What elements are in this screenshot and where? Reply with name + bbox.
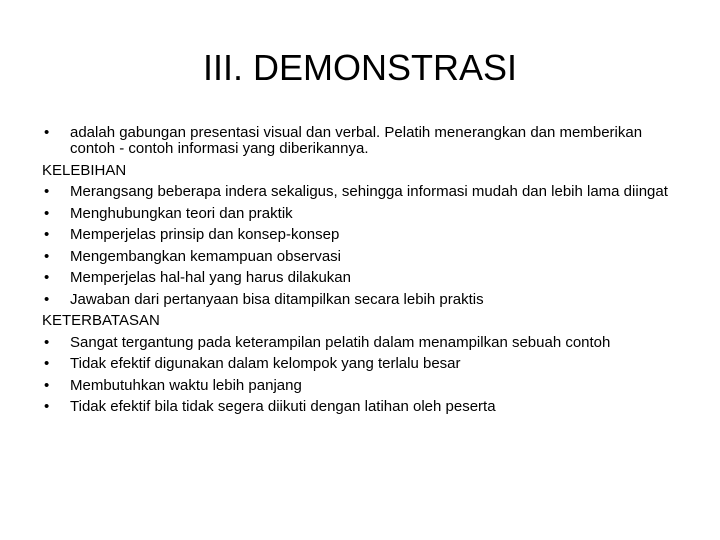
keterbatasan-item xyxy=(42,399,682,415)
bullet-icon: • xyxy=(44,183,50,200)
bullet-icon: • xyxy=(44,226,50,243)
keterbatasan-item xyxy=(42,356,682,372)
bullet-icon: • xyxy=(44,269,50,286)
kelebihan-item-text: Menghubungkan teori dan praktik xyxy=(70,204,293,222)
kelebihan-item xyxy=(42,206,682,222)
kelebihan-item-text: Jawaban dari pertanyaan bisa ditampilkan secara lebih praktis xyxy=(70,290,484,308)
keterbatasan-item xyxy=(42,378,682,394)
kelebihan-item xyxy=(42,270,682,286)
slide-body xyxy=(42,125,682,421)
intro-text: adalah gabungan presentasi visual dan verbal. Pelatih menerangkan dan memberikan contoh - contoh informasi yang diberikannya. xyxy=(70,124,643,157)
keterbatasan-item xyxy=(42,335,682,351)
kelebihan-item xyxy=(42,249,682,265)
bullet-icon: • xyxy=(44,398,50,415)
kelebihan-item xyxy=(42,184,682,200)
bullet-icon: • xyxy=(44,333,50,351)
keterbatasan-item-text: Sangat tergantung pada keterampilan pelatih dalam menampilkan sebuah contoh xyxy=(70,333,611,351)
keterbatasan-item-text: Membutuhkan waktu lebih panjang xyxy=(70,376,302,394)
slide-title: III. DEMONSTRASI xyxy=(202,47,518,88)
keterbatasan-item-text: Tidak efektif bila tidak segera diikuti dengan latihan oleh peserta xyxy=(70,398,496,415)
kelebihan-item xyxy=(42,292,682,308)
kelebihan-item-text: Merangsang beberapa indera sekaligus, sehingga informasi mudah dan lebih lama diingat xyxy=(70,183,668,200)
bullet-icon: • xyxy=(44,290,50,308)
kelebihan-item-text: Memperjelas hal-hal yang harus dilakukan xyxy=(70,269,351,286)
kelebihan-item-text: Mengembangkan kemampuan observasi xyxy=(70,247,341,265)
kelebihan-item xyxy=(42,227,682,243)
bullet-icon: • xyxy=(44,204,50,222)
keterbatasan-item-text: Tidak efektif digunakan dalam kelompok yang terlalu besar xyxy=(70,355,461,372)
bullet-icon: • xyxy=(44,124,50,141)
intro-bullet xyxy=(42,125,682,157)
bullet-icon: • xyxy=(44,376,50,394)
bullet-icon: • xyxy=(44,355,50,372)
keterbatasan-heading: KETERBATASAN xyxy=(42,312,160,329)
bullet-icon: • xyxy=(44,247,50,265)
kelebihan-item-text: Memperjelas prinsip dan konsep-konsep xyxy=(70,226,340,243)
kelebihan-heading: KELEBIHAN xyxy=(42,161,127,179)
